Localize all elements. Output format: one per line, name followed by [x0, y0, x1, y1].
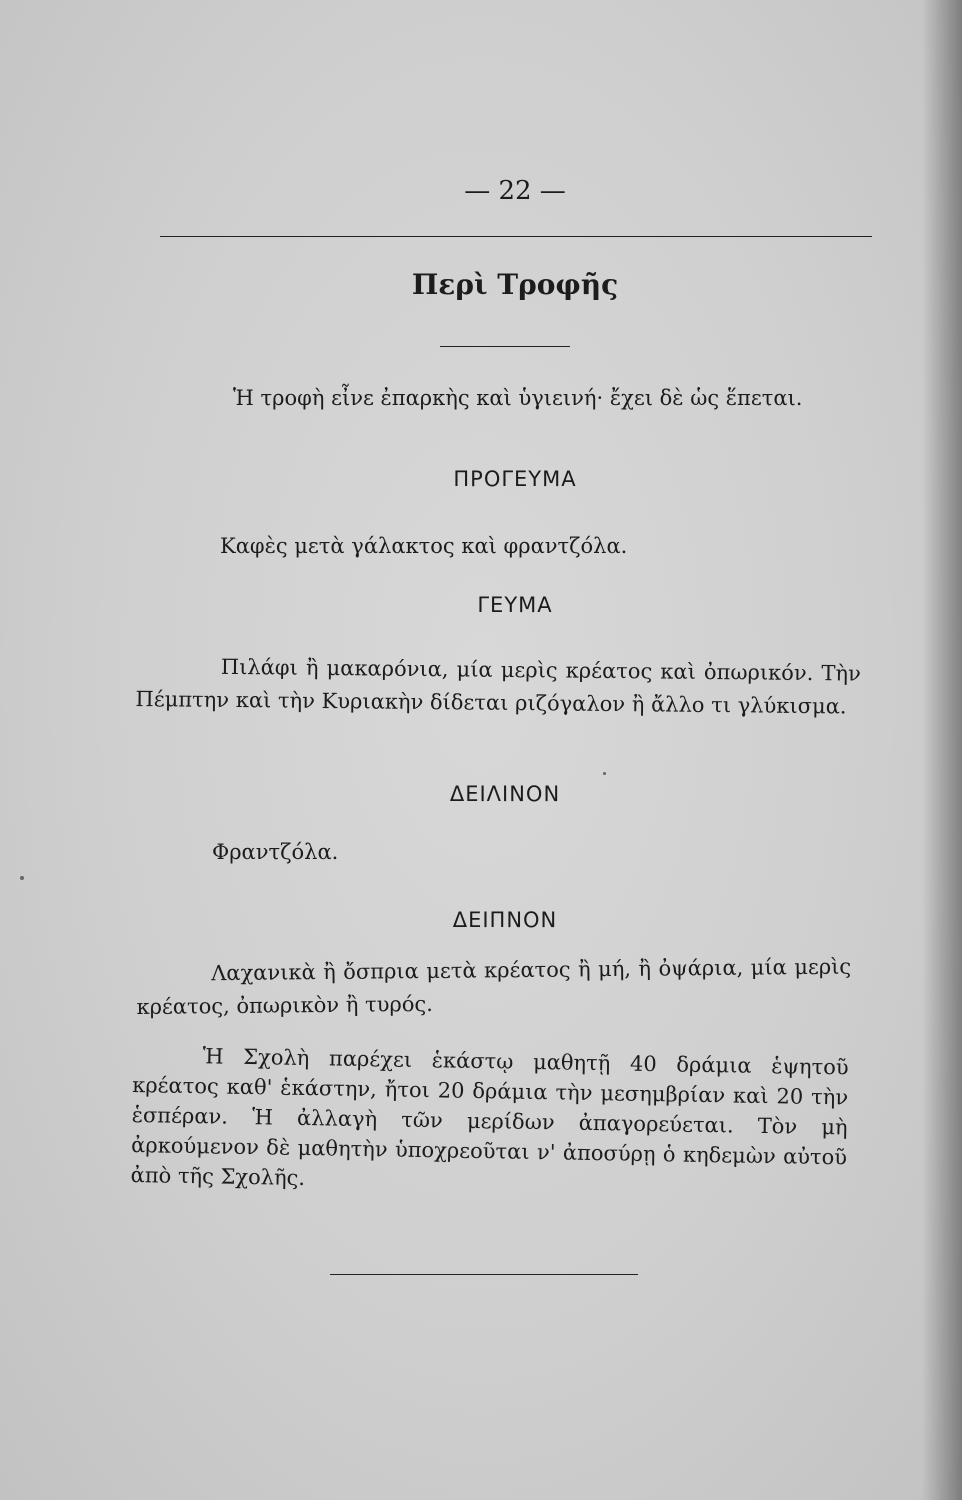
header-rule [160, 236, 872, 237]
heading-afternoon-snack: ΔΕΙΛΙΝΟΝ [449, 782, 561, 806]
breakfast-text: Καφὲς μετὰ γάλακτος καὶ φραντζόλα. [220, 534, 628, 558]
page-number: — 22 — [464, 176, 566, 206]
lunch-text: Πιλάφι ἢ μακαρόνια, μία μερὶς κρέατος καὶ ὀπωρικόν. Τὴν Πέμπτην καὶ τὴν Κυριακὴν δίδεται ριζόγαλον ἢ ἄλλο τι γλύκισμα. [135, 654, 861, 719]
afternoon-snack-text: Φραντζόλα. [212, 840, 339, 864]
footer-rule [330, 1274, 638, 1275]
intro-sentence: Ἡ τροφὴ εἶνε ἐπαρκὴς καὶ ὑγιεινή· ἔχει δὲ ὡς ἕπεται. [233, 386, 803, 410]
heading-dinner: ΔΕΙΠΝΟΝ [452, 908, 558, 932]
school-rules-paragraph: Ἡ Σχολὴ παρέχει ἑκάστῳ μαθητῇ 40 δράμια ἑψητοῦ κρέατος καθ' ἑκάστην, ἤτοι 20 δράμια τὴν μεσημβρίαν καὶ 20 τὴν ἑσπέραν. Ἡ ἀλλαγὴ τῶν μερίδων ἀπαγορεύεται. Τὸν μὴ ἀρκούμενον δὲ μαθητὴν ὑποχρεοῦται ν' ἀποσύρῃ ὁ κηδεμὼν αὐτοῦ ἀπὸ τῆς Σχολῆς. [130, 1044, 849, 1191]
chapter-title: Περὶ Τροφῆς [411, 268, 619, 301]
paper-speck [603, 772, 606, 775]
paper-speck [20, 876, 24, 880]
page-edge-shadow [922, 0, 962, 1500]
heading-lunch: ΓΕΥΜΑ [477, 593, 553, 617]
title-rule [440, 346, 570, 347]
heading-breakfast: ΠΡΟΓΕΥΜΑ [453, 467, 577, 491]
dinner-text: Λαχανικὰ ἢ ὄσπρια μετὰ κρέατος ἢ μή, ἢ ὀψάρια, μία μερὶς κρέατος, ὀπωρικὸν ἢ τυρός. [136, 954, 852, 1019]
